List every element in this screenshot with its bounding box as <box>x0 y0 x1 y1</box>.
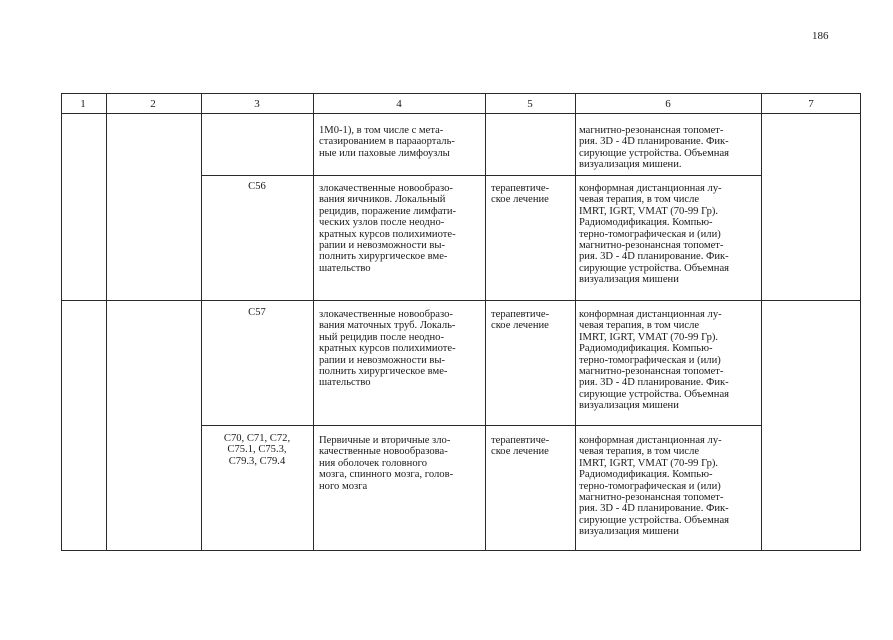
header-col-4: 4 <box>396 98 402 110</box>
row-1-description: злокачественные новообразо- вания яичников. Локальный рецидив, поражение лимфати- ческих узлов после неодно- кратных курсов полихимиоте- рапии и невозможности вы- полнить хирургическое вме- шательство <box>319 183 457 274</box>
page-number: 186 <box>812 30 829 42</box>
row-1-code: C56 <box>248 181 266 192</box>
row-2-description: злокачественные новообразо- вания маточных труб. Локаль- ный рецидив после неодно- кратных курсов полихимиоте- рапии и невозможности вы- полнить хирургическое вме- шательство <box>319 309 456 389</box>
row-divider <box>201 425 762 426</box>
table-bottom-border <box>61 550 861 551</box>
row-0-description: 1M0-1), в том числе с мета- стазированием в парааорталь- ные или паховые лимфоузлы <box>319 125 455 159</box>
header-bottom-border <box>61 113 861 114</box>
header-col-6: 6 <box>665 98 671 110</box>
row-3-code: C70, C71, C72, C75.1, C75.3, C79.3, C79.4 <box>223 433 291 467</box>
column-border <box>485 93 486 551</box>
header-col-3: 3 <box>254 98 260 110</box>
row-0-method: магнитно-резонансная топомет- рия. 3D - 4D планирование. Фик- сирующие устройства. Объемная визуализация мишени. <box>579 125 730 171</box>
column-border <box>860 93 861 551</box>
row-3-description: Первичные и вторичные зло- качественные новообразова- ния оболочек головного мозга, спинного мозга, голов- ного мозга <box>319 435 454 492</box>
row-divider <box>201 175 762 176</box>
column-border <box>61 93 62 551</box>
row-1-treatment: терапевтиче- ское лечение <box>491 183 550 206</box>
header-col-1: 1 <box>80 98 86 110</box>
row-3-treatment: терапевтиче- ское лечение <box>491 435 550 458</box>
column-border <box>313 93 314 551</box>
row-2-code: C57 <box>248 307 266 318</box>
column-border <box>761 93 762 551</box>
row-2-treatment: терапевтиче- ское лечение <box>491 309 550 332</box>
row-1-method: конформная дистанционная лу- чевая терапия, в том числе IMRT, IGRT, VMAT (70-99 Гр). Радиомодификация. Компью- терно-томографическая и (или) магнитно-резонансная топомет- рия. 3D - 4D планирование. Фик- сирующие устройства. Объемная визуализация мишени <box>579 183 730 286</box>
column-border <box>106 93 107 551</box>
column-border <box>575 93 576 551</box>
table-top-border <box>61 93 861 94</box>
document-table <box>61 93 861 551</box>
row-divider <box>61 300 861 301</box>
column-border <box>201 93 202 551</box>
header-col-5: 5 <box>527 98 533 110</box>
header-col-7: 7 <box>808 98 814 110</box>
row-2-method: конформная дистанционная лу- чевая терапия, в том числе IMRT, IGRT, VMAT (70-99 Гр). Радиомодификация. Компью- терно-томографическая и (или) магнитно-резонансная топомет- рия. 3D - 4D планирование. Фик- сирующие устройства. Объемная визуализация мишени <box>579 309 730 412</box>
header-col-2: 2 <box>150 98 156 110</box>
row-3-method: конформная дистанционная лу- чевая терапия, в том числе IMRT, IGRT, VMAT (70-99 Гр). Радиомодификация. Компью- терно-томографическая и (или) магнитно-резонансная топомет- рия. 3D - 4D планирование. Фик- сирующие устройства. Объемная визуализация мишени <box>579 435 730 538</box>
